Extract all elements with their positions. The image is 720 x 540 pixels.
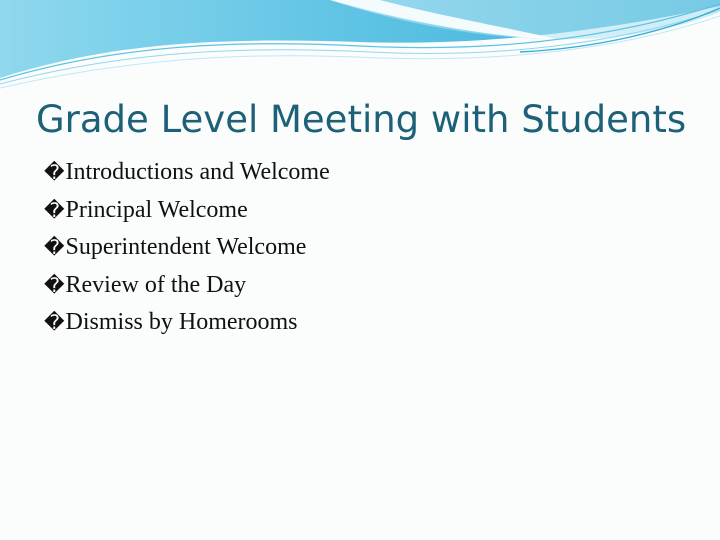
bullet-marker: �	[44, 197, 65, 222]
list-item	[44, 229, 664, 267]
bullet-marker: �	[44, 310, 65, 334]
bullet-list	[44, 154, 664, 342]
bullet-text: Dismiss by Homerooms	[65, 309, 298, 335]
list-item	[44, 304, 664, 342]
bullet-marker: �	[44, 160, 65, 184]
bullet-text: Superintendent Welcome	[65, 234, 307, 260]
bullet-marker: �	[44, 272, 65, 297]
bullet-marker: �	[44, 235, 65, 259]
bullet-text: Principal Welcome	[65, 196, 248, 223]
list-item	[44, 192, 664, 230]
wave-header-decoration	[0, 0, 720, 110]
list-item	[44, 267, 664, 305]
bullet-text: Introductions and Welcome	[65, 159, 330, 185]
list-item	[44, 154, 664, 192]
slide-title: Grade Level Meeting with Students	[36, 98, 687, 141]
bullet-text: Review of the Day	[65, 271, 247, 298]
